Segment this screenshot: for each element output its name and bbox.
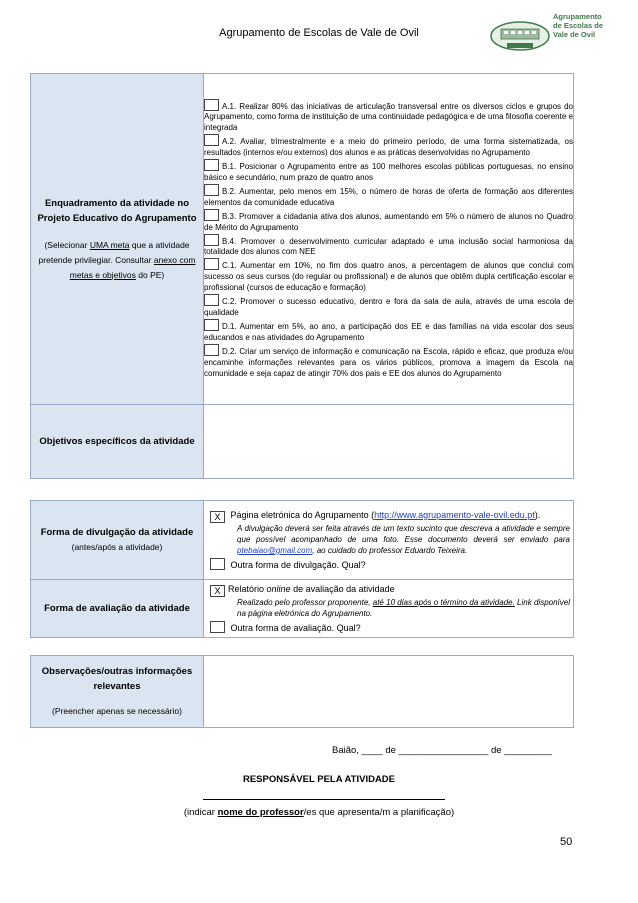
observacoes-label: Observações/outras informações relevantes	[41, 666, 193, 692]
avaliacao-option-report[interactable]: X Relatório online de avaliação da atividade	[210, 583, 573, 597]
email-link[interactable]: ptebaiao@gmail.com	[237, 546, 313, 555]
avaliacao-label-cell	[31, 580, 204, 638]
meta-option-c2[interactable]: C.2. Promover o sucesso educativo, dentro e fora da sala de aula, através de uma escola de qualidade	[204, 294, 573, 319]
meta-checkbox[interactable]	[204, 319, 219, 331]
avaliacao-options-cell	[204, 580, 574, 638]
meta-checkbox[interactable]	[204, 134, 219, 146]
avaliacao-label: Forma de avaliação da atividade	[44, 603, 190, 614]
observacoes-instructions: (Preencher apenas se necessário)	[52, 706, 182, 716]
meta-checkbox[interactable]	[204, 344, 219, 356]
meta-option-b4[interactable]: B.4. Promover o desenvolvimento curricular adaptado e uma inclusão social harmoniosa da totalidade dos alunos com NEE	[204, 234, 573, 259]
avaliacao-note: Realizado pelo professor proponente, até 10 dias após o término da atividade. Link disponível na página eletrónica do Agrupamento.	[237, 598, 570, 618]
meta-checkbox[interactable]	[204, 209, 219, 221]
objetivos-label-cell	[31, 405, 204, 479]
meta-option-c1[interactable]: C.1. Aumentar em 10%, no fim dos quatro anos, a percentagem de alunos que conclui com sucesso os seus cursos (do regular ou profissional) e de alunos que obtêm dupla certificação escolar e profissional (cursos de educação e formação)	[204, 258, 573, 294]
planning-table-bottom	[30, 500, 574, 638]
site-link[interactable]: http://www.agrupamento-vale-ovil.edu.pt	[374, 510, 535, 520]
responsible-heading: RESPONSÁVEL PELA ATIVIDADE	[242, 774, 396, 785]
meta-option-d2[interactable]: D.2. Criar um serviço de informação e comunicação na Escola, rápido e eficaz, que produza e/ou encaminhe informações relevantes para os vários públicos, promova a imagem da Escola na comunidade e seja capaz de atingir 70% dos pais e EE dos alunos do Agrupamento	[204, 344, 573, 380]
meta-checkbox[interactable]	[204, 159, 219, 171]
signature-line	[203, 799, 445, 800]
meta-option-b1[interactable]: B.1. Posicionar o Agrupamento entre as 100 melhores escolas públicas portuguesas, no ensino básico e secundário, num prazo de quatro anos	[204, 159, 573, 184]
objetivos-label: Objetivos específicos da atividade	[39, 436, 195, 447]
meta-checkbox[interactable]	[204, 99, 219, 111]
meta-option-b3[interactable]: B.3. Promover a cidadania ativa dos alunos, aumentando em 5% o número de alunos no Quadro de Mérito do Agrupamento	[204, 209, 573, 234]
divulgacao-label: Forma de divulgação da atividade (antes/após a atividade)	[40, 527, 194, 552]
divulgacao-note: A divulgação deverá ser feita através de um texto sucinto que descreva a atividade e sempre que possível acompanhado de uma foto. Esse documento deverá ser enviado para ptebaiao@gmail.com, ao cuidado do professor Eduardo Teixeira.	[237, 524, 570, 555]
observacoes-input-cell[interactable]	[204, 656, 574, 728]
enquadramento-label: Enquadramento da atividade no Projeto Educativo do Agrupamento	[37, 197, 197, 224]
avaliacao-report-checkbox[interactable]: X	[210, 585, 225, 597]
meta-checkbox[interactable]	[204, 234, 219, 246]
planning-table-notes	[30, 655, 574, 728]
school-logo	[489, 10, 607, 54]
signature-instruction: (indicar nome do professor/es que apresenta/m a planificação)	[183, 807, 455, 818]
divulgacao-other-checkbox[interactable]	[210, 558, 225, 570]
divulgacao-label-cell	[31, 501, 204, 580]
date-line: Baião, ____ de _________________ de _________	[332, 745, 552, 756]
avaliacao-other-checkbox[interactable]	[210, 621, 225, 633]
meta-option-d1[interactable]: D.1. Aumentar em 5%, ao ano, a participação dos EE e das famílias na vida escolar dos seus educandos e nas atividades do Agrupamento	[204, 319, 573, 344]
page-number: 50	[560, 836, 573, 848]
divulgacao-option-other[interactable]: Outra forma de divulgação. Qual?	[210, 558, 573, 571]
meta-option-a2[interactable]: A.2. Avaliar, trimestralmente e a meio do primeiro período, de uma forma sistematizada, os resultados (internos e/ou externos) dos alunos e as práticas desenvolvidas no Agrupamento	[204, 134, 573, 159]
enquadramento-instructions: (Selecionar UMA meta que a atividade pretende privilegiar. Consultar anexo com metas e objetivos do PE)	[38, 239, 196, 280]
metas-options-cell	[204, 74, 574, 405]
meta-checkbox[interactable]	[204, 258, 219, 270]
meta-checkbox[interactable]	[204, 294, 219, 306]
divulgacao-options-cell	[204, 501, 574, 580]
meta-option-a1[interactable]: A.1. Realizar 80% das iniciativas de articulação transversal entre os diversos ciclos e grupos do Agrupamento, como forma de instituição de uma continuidade pedagógica e de uma filosofia coerente e integrada	[204, 99, 573, 135]
logo-text: Agrupamento de Escolas de Vale de Ovil	[553, 12, 604, 39]
page-header-title: Agrupamento de Escolas de Vale de Ovil	[219, 27, 419, 39]
avaliacao-option-other[interactable]: Outra forma de avaliação. Qual?	[210, 621, 573, 634]
meta-option-b2[interactable]: B.2. Aumentar, pelo menos em 15%, o número de horas de oferta de formação aos diferentes elementos da comunidade educativa	[204, 184, 573, 209]
school-building-icon	[489, 14, 551, 52]
planning-table-top	[30, 73, 574, 479]
observacoes-label-cell	[31, 656, 204, 728]
divulgacao-site-checkbox[interactable]: X	[210, 511, 225, 523]
objetivos-input-cell[interactable]	[204, 405, 574, 479]
meta-checkbox[interactable]	[204, 184, 219, 196]
divulgacao-option-site[interactable]: X Página eletrónica do Agrupamento (http://www.agrupamento-vale-ovil.edu.pt).	[210, 509, 573, 523]
enquadramento-label-cell	[31, 74, 204, 405]
